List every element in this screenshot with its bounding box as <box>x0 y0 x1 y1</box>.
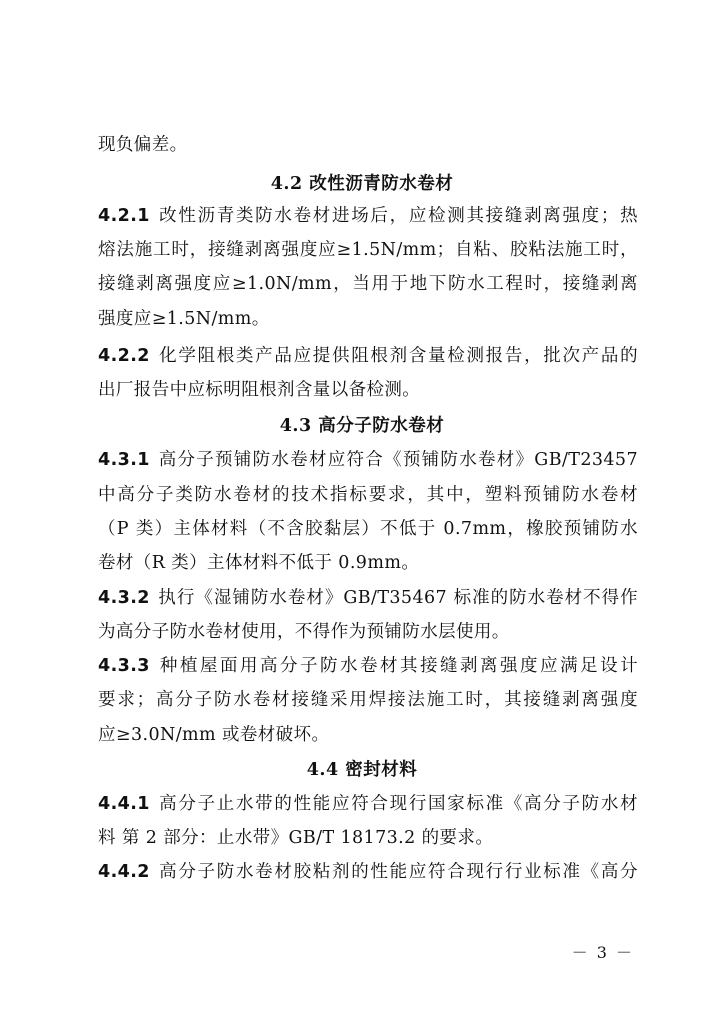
clause-4-2-1-line-4: 强度应≥1.5N/mm。 <box>98 309 270 329</box>
continuation-text: 现负偏差。 <box>98 135 188 155</box>
clause-number: 4.2.1 <box>98 206 150 226</box>
clause-text: 改性沥青类防水卷材进场后，应检测其接缝剥离强度；热 <box>157 206 638 226</box>
clause-4-2-1-line-1 <box>98 205 638 227</box>
clause-number: 4.4.2 <box>98 862 150 882</box>
section-heading-4-3: 4.3 高分子防水卷材 <box>279 416 445 436</box>
clause-4-3-1-line-3: （P 类）主体材料（不含胶黏层）不低于 0.7mm，橡胶预铺防水 <box>98 519 638 539</box>
clause-4-2-2-line-2: 出厂报告中应标明阻根剂含量以备检测。 <box>98 380 421 400</box>
clause-text: 执行《湿铺防水卷材》GB/T35467 标准的防水卷材不得作 <box>157 588 638 608</box>
clause-4-3-3-line-1 <box>98 655 638 677</box>
section-heading-4-4: 4.4 密封材料 <box>306 760 418 780</box>
clause-number: 4.3.1 <box>98 450 150 470</box>
clause-number: 4.3.2 <box>98 588 150 608</box>
clause-number: 4.3.3 <box>98 656 150 676</box>
clause-4-3-1-line-2: 中高分子类防水卷材的技术指标要求，其中，塑料预铺防水卷材 <box>98 485 638 505</box>
clause-4-4-1-line-2: 料 第 2 部分：止水带》GB/T 18173.2 的要求。 <box>98 828 494 848</box>
clause-4-4-2-line-1 <box>98 861 638 883</box>
clause-4-3-2-line-2: 为高分子防水卷材使用，不得作为预铺防水层使用。 <box>98 622 510 642</box>
clause-4-3-3-line-3: 应≥3.0N/mm 或卷材破坏。 <box>98 725 330 745</box>
clause-4-2-1-line-3: 接缝剥离强度应≥1.0N/mm，当用于地下防水工程时，接缝剥离 <box>98 274 638 294</box>
clause-4-3-1-line-1 <box>98 449 638 471</box>
clause-text: 种植屋面用高分子防水卷材其接缝剥离强度应满足设计 <box>157 656 638 676</box>
clause-text: 高分子预铺防水卷材应符合《预铺防水卷材》GB/T23457 <box>157 450 638 470</box>
clause-number: 4.2.2 <box>98 346 150 366</box>
clause-text: 高分子防水卷材胶粘剂的性能应符合现行行业标准《高分 <box>157 862 638 882</box>
page-number: － 3 － <box>571 943 634 962</box>
clause-number: 4.4.1 <box>98 794 150 814</box>
clause-4-3-1-line-4: 卷材（R 类）主体材料不低于 0.9mm。 <box>98 553 420 573</box>
clause-4-3-2-line-1 <box>98 587 638 609</box>
clause-4-2-2-line-1 <box>98 345 638 367</box>
clause-4-2-1-line-2: 熔法施工时，接缝剥离强度应≥1.5N/mm；自粘、胶粘法施工时， <box>98 240 638 260</box>
clause-text: 化学阻根类产品应提供阻根剂含量检测报告，批次产品的 <box>157 346 638 366</box>
clause-text: 高分子止水带的性能应符合现行国家标准《高分子防水材 <box>157 794 638 814</box>
clause-4-4-1-line-1 <box>98 793 638 815</box>
clause-4-3-3-line-2: 要求；高分子防水卷材接缝采用焊接法施工时，其接缝剥离强度 <box>98 690 638 710</box>
section-heading-4-2: 4.2 改性沥青防水卷材 <box>270 174 454 194</box>
